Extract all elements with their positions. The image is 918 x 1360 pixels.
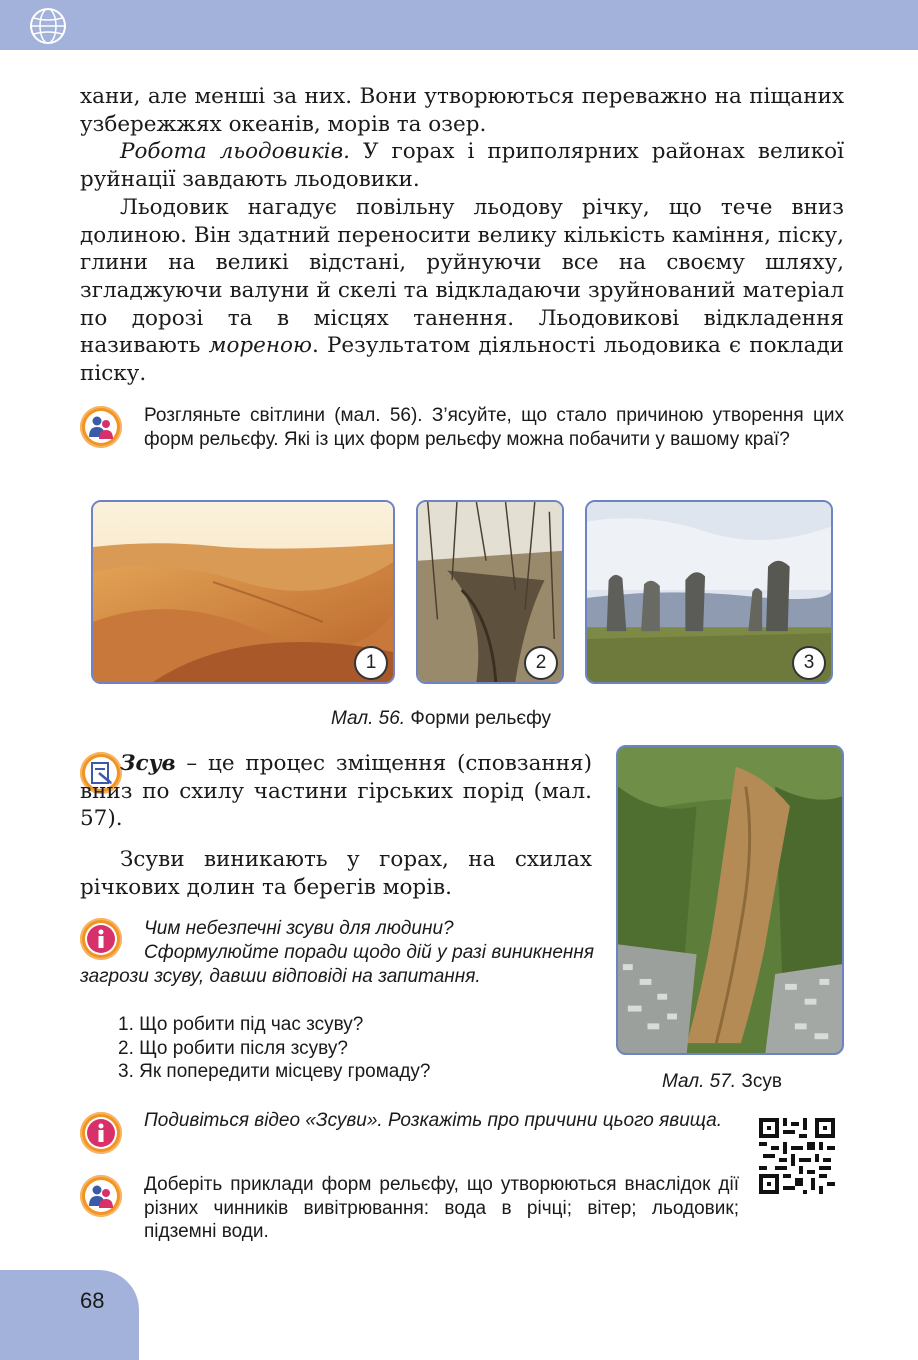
video-task: Подивіться відео «Зсуви». Розкажіть про причини цього явища. [144,1110,722,1131]
figure56-caption-label: Мал. 56. [331,708,406,729]
list-item: 3. Як попередити місцеву громаду? [118,1061,431,1082]
glacier-term: Робота льодовиків. [120,139,351,165]
qr-code[interactable] [759,1118,835,1194]
question-landslide-danger: Чим небезпечні зсуви для людини? [144,918,454,939]
paragraph-glacier [80,194,844,388]
landslide-definition: – це процес зміщення (сповзання) вниз по схилу частини гірських порід (мал. 57). [80,751,592,832]
photo-number-1: 1 [354,646,388,680]
figure56-caption-text: Форми рельєфу [405,708,552,729]
figure56-caption [331,708,551,730]
figure57-caption-text: Зсув [736,1071,782,1092]
task-examine-photos: Розгляньте світлини (мал. 56). З’ясуйте, що стало причиною утворення цих форм рельєфу. Які із цих форм рельєфу можна побачити у вашому краї? [144,405,844,450]
moraine-term: мореною [208,333,312,359]
glacier-text: У горах і приполярних районах великої руйнації завдають льодовики. [80,139,844,193]
photo-landslide [616,745,844,1055]
landslide-term: Зсув [120,751,176,776]
glacier-desc-b: . Результатом діяльності льодовика є поклади піску. [80,333,845,387]
photo-dunes [91,500,395,684]
question-list [118,1013,598,1084]
paragraph-dunes-end: хани, але менші за них. Вони утворюються переважно на піщаних узбережжях океанів, морів та озер. [80,84,844,137]
figure57-caption-label: Мал. 57. [662,1071,737,1092]
figure57-caption [662,1071,782,1093]
definition-landslide [80,750,592,833]
info-icon [80,1112,122,1154]
page-number: 68 [80,1288,105,1313]
paragraph-glaciers-heading [80,138,844,193]
paragraph-landslide-locations: Зсуви виникають у горах, на схилах річкових долин та берегів морів. [80,847,592,900]
photo-number-2: 2 [524,646,558,680]
photo-number-3: 3 [792,646,826,680]
list-item: 1. Що робити під час зсуву? [118,1014,364,1035]
main-text [80,83,844,388]
group-work-icon [80,1175,122,1217]
header-band [0,0,918,50]
question-advice: Сформулюйте поради щодо дій у разі виникнення загрози зсуву, давши відповіді на запитання. [80,942,594,987]
group-work-icon [80,406,122,448]
final-task: Доберіть приклади форм рельєфу, що утворюються внаслідок дії різних чинників вивітрювання: вода в річці; вітер; льодовик; підземні води. [144,1174,739,1242]
page-number-tab [0,1270,139,1360]
list-item: 2. Що робити після зсуву? [118,1037,348,1059]
glacier-desc-a: Льодовик нагадує повільну льодову річку, що тече вниз долиною. Він здатний переносити велику кількість каміння, піску, глини на великі відстані, руйнуючи все на своєму шляху, згладжуючи валуни й скелі та відкладаючи зруйнований матеріал по дорозі та в місцях танення. Льодовикові відкладення називають [80,194,844,359]
globe-icon [28,6,68,46]
